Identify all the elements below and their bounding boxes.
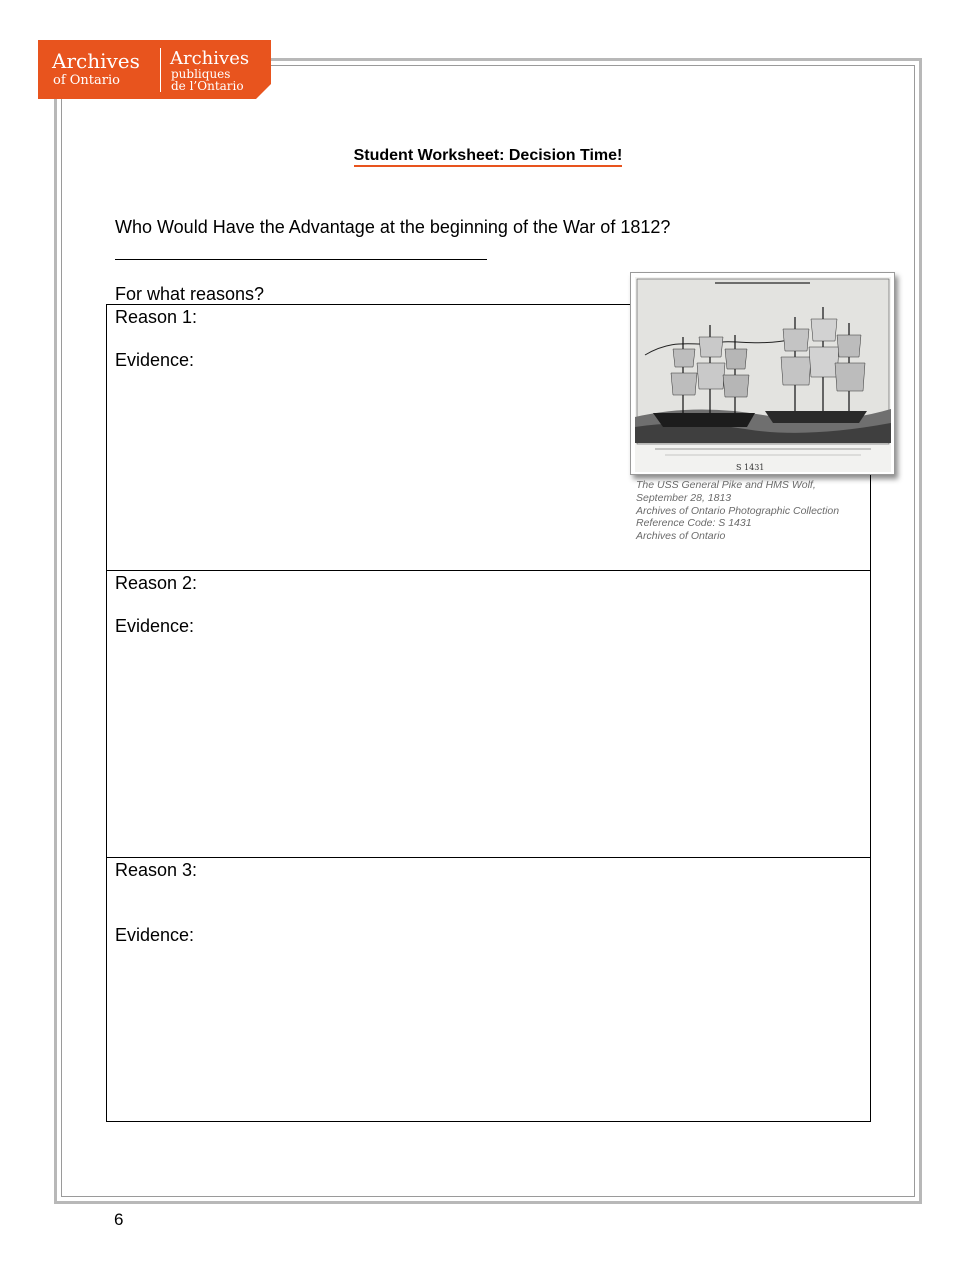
logo-text-fr-2: publiques (171, 67, 231, 81)
caption-line-3: Archives of Ontario Photographic Collection (636, 504, 840, 517)
logo-text-fr-1: Archives (170, 48, 250, 69)
page-number: 6 (114, 1210, 124, 1229)
caption-line-4: Reference Code: S 1431 (636, 517, 752, 530)
ship-engraving-image (630, 272, 895, 475)
reasons-prompt: For what reasons? (115, 284, 265, 304)
reason-label-3: Reason 3: (115, 860, 198, 880)
logo-text-en-2: of Ontario (53, 73, 120, 88)
logo-text-fr-3: de l’Ontario (171, 79, 244, 93)
evidence-label-1: Evidence: (115, 350, 195, 370)
reason-label-1: Reason 1: (115, 307, 198, 327)
reason-row-3 (107, 857, 870, 1121)
caption-line-2: September 28, 1813 (636, 491, 732, 504)
answer-line (115, 259, 487, 260)
logo-text-en-1: Archives (52, 49, 140, 73)
question-text: Who Would Have the Advantage at the beginning of the War of 1812? (115, 217, 671, 237)
image-caption (636, 479, 839, 543)
evidence-label-2: Evidence: (115, 616, 195, 636)
worksheet-title (0, 147, 976, 165)
evidence-label-3: Evidence: (115, 925, 195, 945)
logo-divider (160, 48, 161, 92)
caption-line-1: The USS General Pike and HMS Wolf, (636, 479, 816, 491)
worksheet-title-text: Student Worksheet: Decision Time! (354, 147, 623, 167)
archives-of-ontario-logo (38, 40, 271, 99)
ship-engraving-drawing (635, 277, 891, 472)
caption-line-5: Archives of Ontario (636, 530, 726, 543)
reason-label-2: Reason 2: (115, 573, 198, 593)
reason-row-2 (107, 570, 870, 857)
image-stamp: S 1431 (736, 463, 765, 472)
